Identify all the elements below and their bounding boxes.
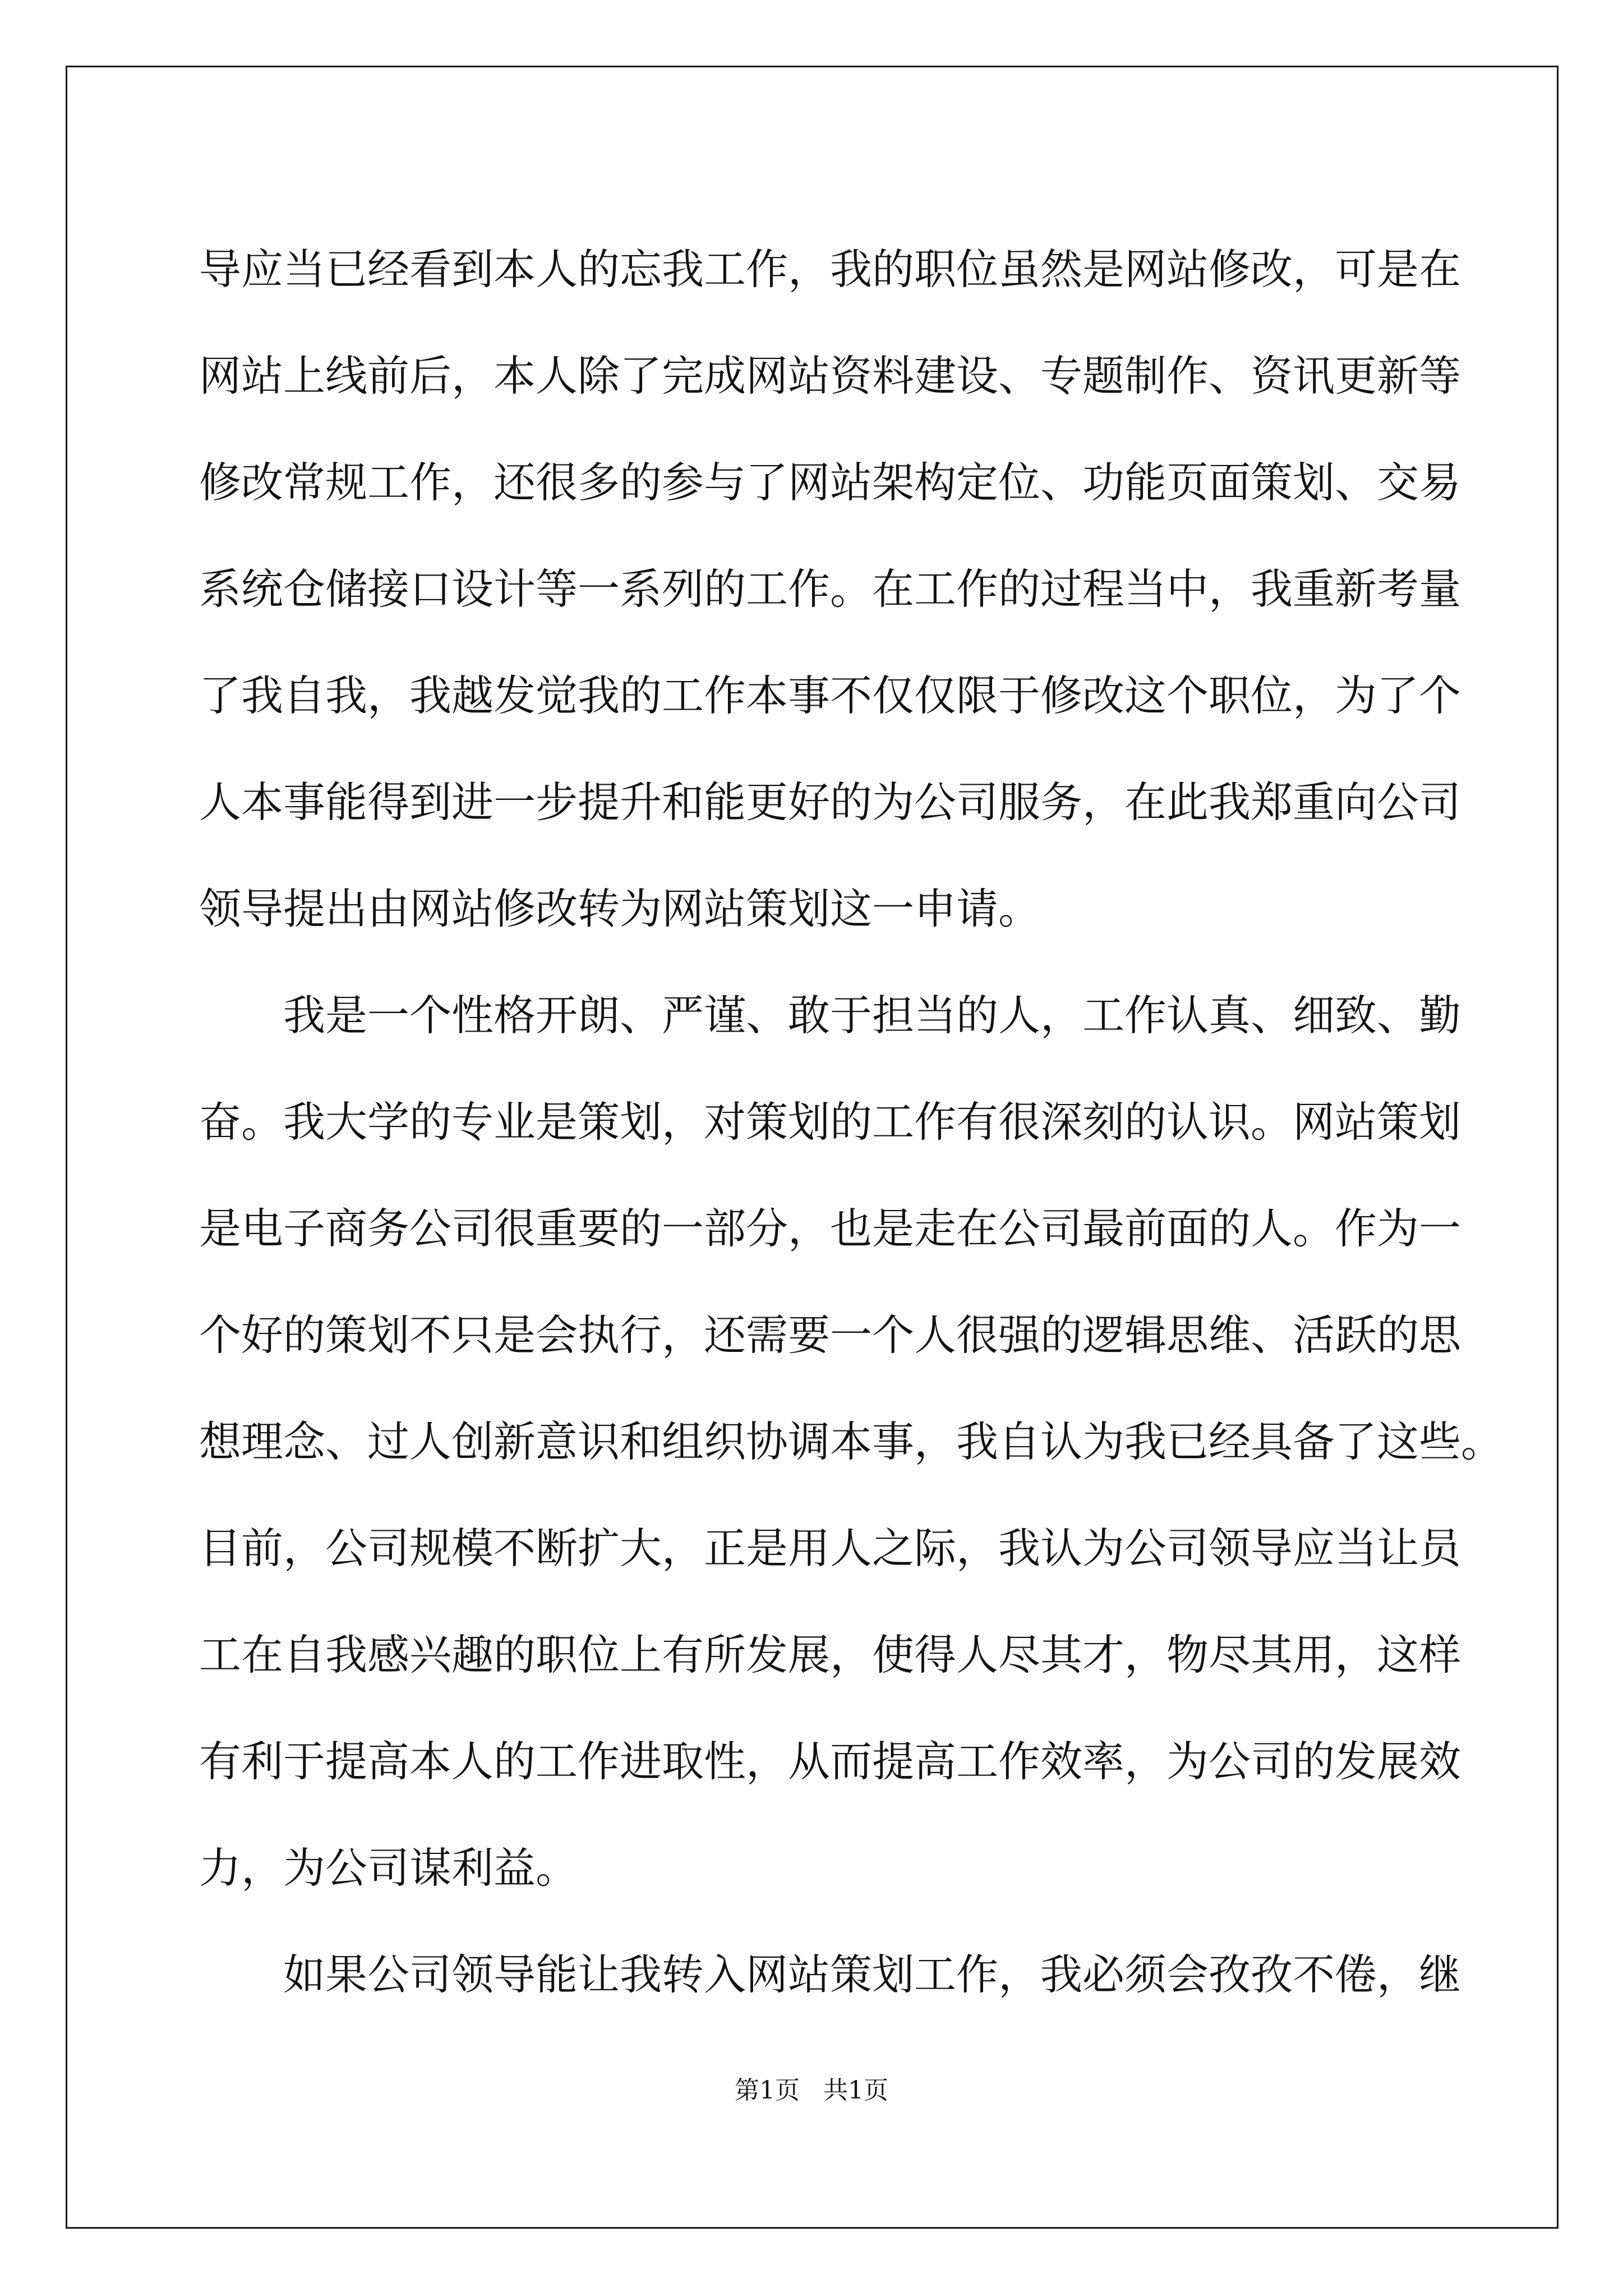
text-line: 系统仓储接口设计等一系列的工作。在工作的过程当中，我重新考量 — [199, 564, 1461, 614]
page-total: 共1页 — [823, 2076, 888, 2105]
document-body — [199, 216, 1504, 2028]
paragraph-start-line: 我是一个性格开朗、严谨、敢于担当的人，工作认真、细致、勤 — [283, 991, 1461, 1040]
text-line: 力，为公司谋利益。 — [199, 1843, 578, 1893]
text-line: 有利于提高本人的工作进取性，从而提高工作效率，为公司的发展效 — [199, 1737, 1461, 1786]
text-line: 个好的策划不只是会执行，还需要一个人很强的逻辑思维、活跃的思 — [199, 1310, 1461, 1360]
text-line: 网站上线前后，本人除了完成网站资料建设、专题制作、资讯更新等 — [199, 351, 1461, 401]
text-line: 了我自我，我越发觉我的工作本事不仅仅限于修改这个职位，为了个 — [199, 671, 1461, 720]
text-line: 导应当已经看到本人的忘我工作，我的职位虽然是网站修改，可是在 — [199, 245, 1461, 294]
text-line: 目前，公司规模不断扩大，正是用人之际，我认为公司领导应当让员 — [199, 1524, 1461, 1573]
text-line: 工在自我感兴趣的职位上有所发展，使得人尽其才，物尽其用，这样 — [199, 1630, 1461, 1680]
text-line: 修改常规工作，还很多的参与了网站架构定位、功能页面策划、交易 — [199, 458, 1461, 507]
text-line: 人本事能得到进一步提升和能更好的为公司服务，在此我郑重向公司 — [199, 777, 1461, 827]
text-line: 奋。我大学的专业是策划，对策划的工作有很深刻的认识。网站策划 — [199, 1097, 1461, 1147]
page-number: 第1页 — [735, 2076, 800, 2105]
page-footer — [0, 2070, 1623, 2106]
paragraph-start-line: 如果公司领导能让我转入网站策划工作，我必须会孜孜不倦，继 — [283, 1950, 1461, 1999]
text-line: 是电子商务公司很重要的一部分，也是走在公司最前面的人。作为一 — [199, 1204, 1461, 1253]
text-line: 领导提出由网站修改转为网站策划这一申请。 — [199, 884, 1041, 933]
text-line: 想理念、过人创新意识和组织协调本事，我自认为我已经具备了这些。 — [199, 1417, 1504, 1466]
